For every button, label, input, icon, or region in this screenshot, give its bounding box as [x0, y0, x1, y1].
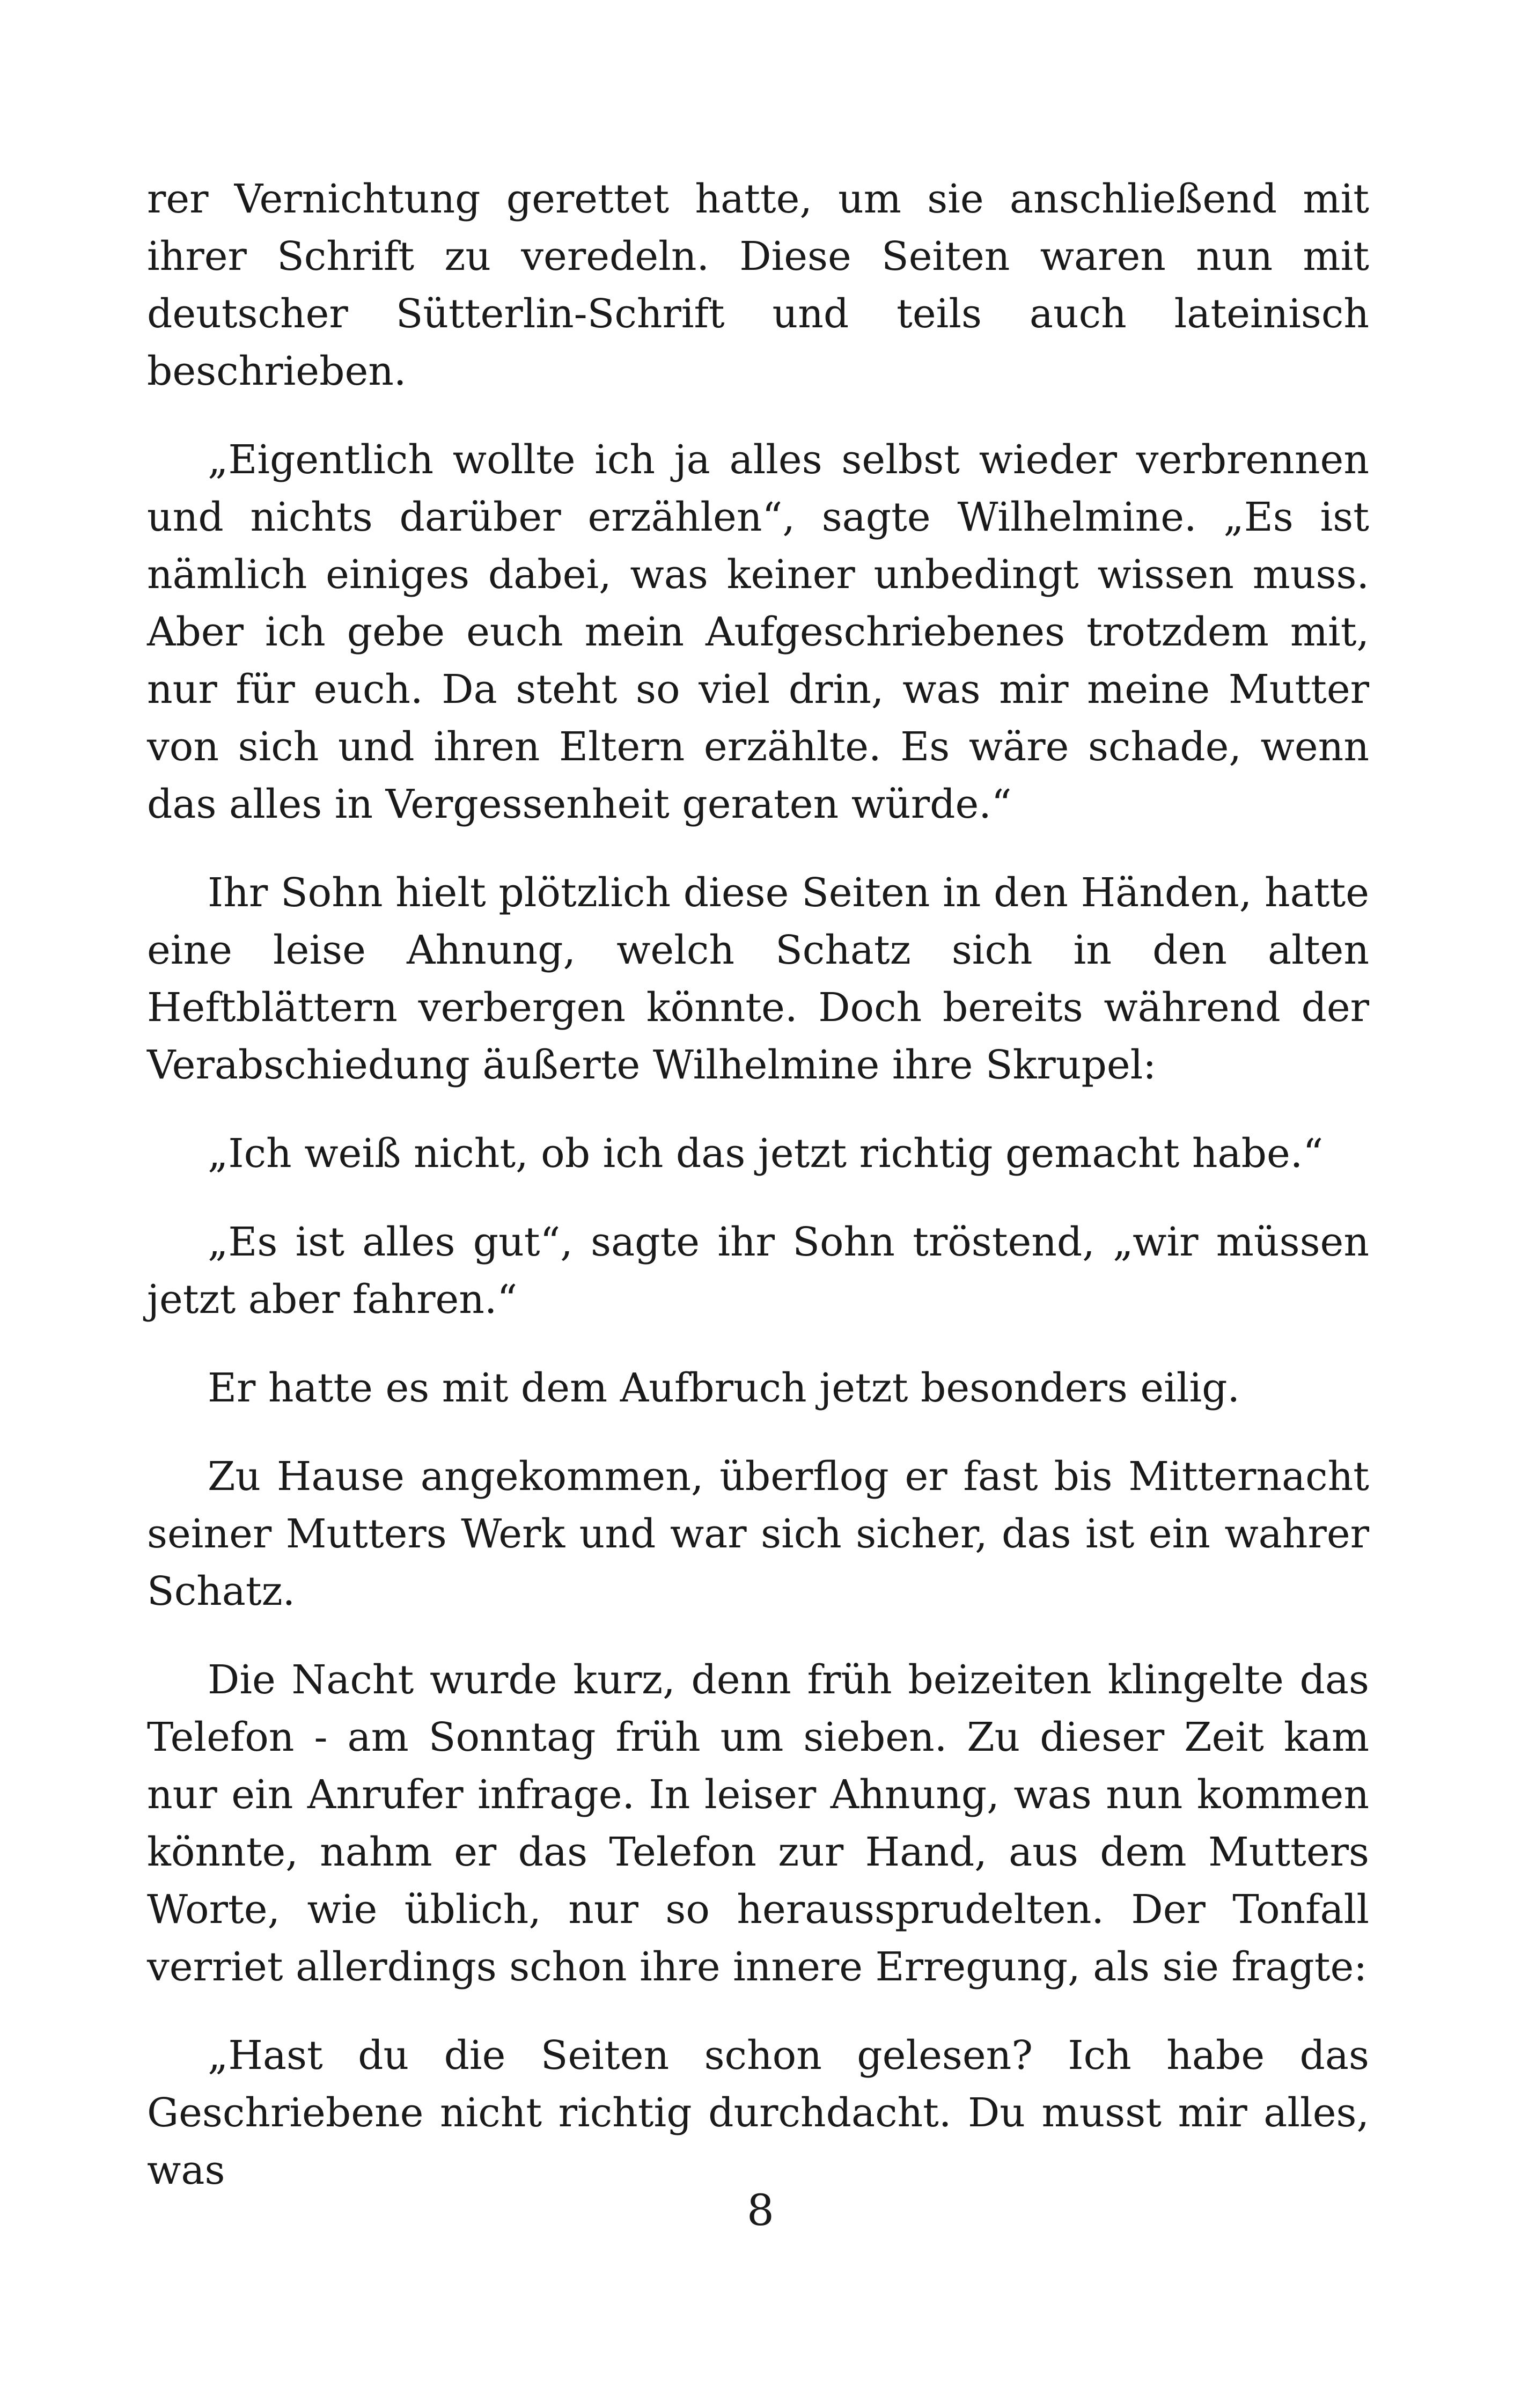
paragraph: „Es ist alles gut“, sagte ihr Sohn tröstend, „wir müssen jetzt aber fahren.“	[147, 1219, 1369, 1323]
paragraph: Die Nacht wurde kurz, denn früh beizeiten klingelte das Telefon - am Sonntag früh um sieben. Zu dieser Zeit kam nur ein Anrufer infrage. In leiser Ahnung, was nun kommen könnte, nahm er das Telefon zur Hand, aus dem Mutters Worte, wie üblich, nur so heraussprudelten. Der Tonfall verriet allerdings schon ihre innere Erregung, als sie fragte:	[147, 1657, 1369, 1990]
paragraph: Er hatte es mit dem Aufbruch jetzt besonders eilig.	[208, 1365, 1240, 1411]
paragraph: Zu Hause angekommen, überflog er fast bis Mitternacht seiner Mutters Werk und war sich sicher, das ist ein wahrer Schatz.	[147, 1453, 1369, 1614]
paragraph: „Eigentlich wollte ich ja alles selbst wieder verbrennen und nichts darüber erzählen“, sagte Wilhelmine. „Es ist nämlich einiges dabei, was keiner unbedingt wissen muss. Aber ich gebe euch mein Aufgeschriebenes trotzdem mit, nur für euch. Da steht so viel drin, was mir meine Mutter von sich und ihren Eltern erzählte. Es wäre schade, wenn das alles in Vergessenheit geraten würde.“	[147, 437, 1369, 827]
page-text	[147, 171, 1369, 2230]
paragraph: Ihr Sohn hielt plötzlich diese Seiten in den Händen, hatte eine leise Ahnung, welch Schatz sich in den alten Heftblättern verbergen könnte. Doch bereits während der Verabschiedung äußerte Wilhelmine ihre Skrupel:	[147, 870, 1369, 1088]
paragraph: „Ich weiß nicht, ob ich das jetzt richtig gemacht habe.“	[208, 1130, 1324, 1177]
page-number: 8	[747, 2185, 774, 2235]
paragraph: rer Vernichtung gerettet hatte, um sie anschließend mit ihrer Schrift zu veredeln. Diese Seiten waren nun mit deutscher Sütterlin-Schrift und teils auch lateinisch beschrieben.	[147, 176, 1369, 394]
paragraph: „Hast du die Seiten schon gelesen? Ich habe das Geschriebene nicht richtig durchdacht. Du musst mir alles, was	[147, 2032, 1369, 2193]
